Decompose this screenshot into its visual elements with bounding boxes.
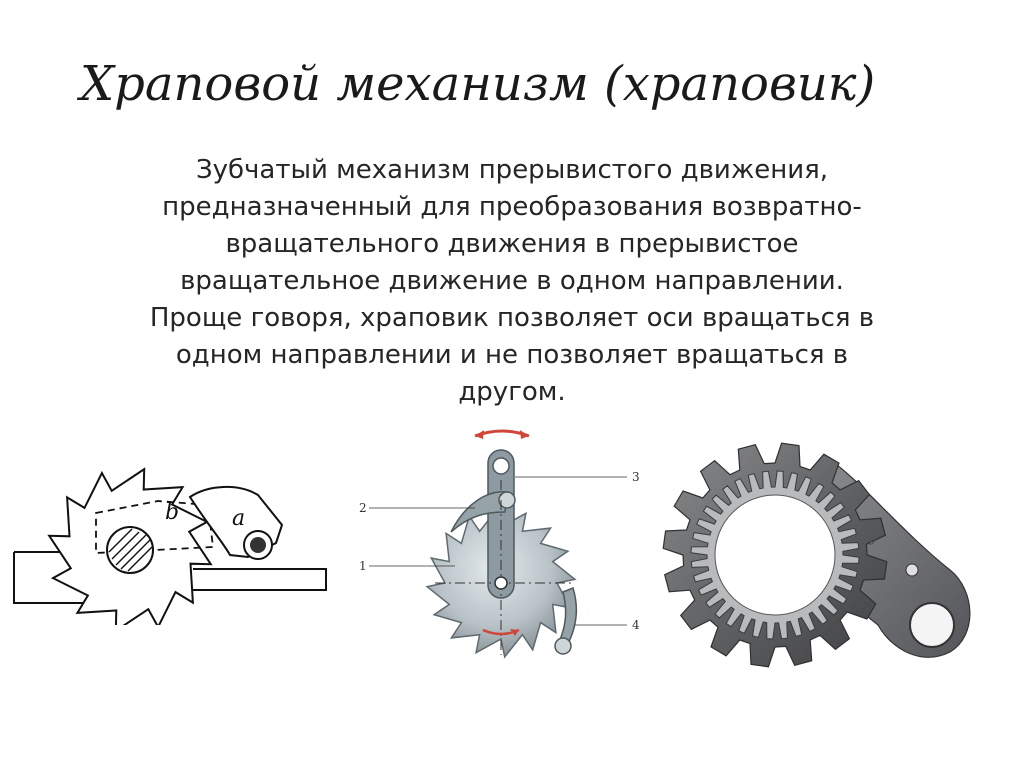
definition-line: Зубчатый механизм прерывистого движения, xyxy=(195,155,829,185)
ratchet-photo xyxy=(660,420,980,690)
definition-line: другом. xyxy=(458,377,566,407)
center-bore xyxy=(715,495,835,615)
page-title: Храповой механизм (храповик) xyxy=(80,56,876,112)
lever-top-pin xyxy=(493,458,509,474)
ratchet-technical-illustration xyxy=(355,420,650,675)
pawl-pivot-hatch xyxy=(250,537,266,553)
definition-paragraph xyxy=(40,152,984,411)
ratchet-technical-svg xyxy=(355,420,650,675)
definition-line: предназначенный для преобразования возвратно- xyxy=(162,192,862,222)
wheel-hub xyxy=(107,527,153,573)
arm-eye-hole xyxy=(910,603,954,647)
label-b: b xyxy=(165,500,180,525)
callout-2: 2 xyxy=(359,501,367,515)
definition-line: вращательного движения в прерывистое xyxy=(225,229,799,259)
locking-pawl-pin xyxy=(555,638,571,654)
wheel-axle xyxy=(495,577,507,589)
ratchet-line-drawing xyxy=(8,455,333,625)
label-a: a xyxy=(232,506,246,531)
definition-line: Проще говоря, храповик позволяет оси вращаться в xyxy=(149,303,875,333)
ratchet-photo-svg xyxy=(660,420,980,690)
callout-4: 4 xyxy=(632,618,640,632)
definition-line: одном направлении и не позволяет вращаться в xyxy=(175,340,849,370)
callout-3: 3 xyxy=(632,470,640,484)
definition-line: вращательное движение в одном направлении. xyxy=(180,266,844,296)
callout-1: 1 xyxy=(359,559,367,573)
ratchet-line-drawing-svg xyxy=(8,455,333,625)
arm-rivet xyxy=(906,564,918,576)
